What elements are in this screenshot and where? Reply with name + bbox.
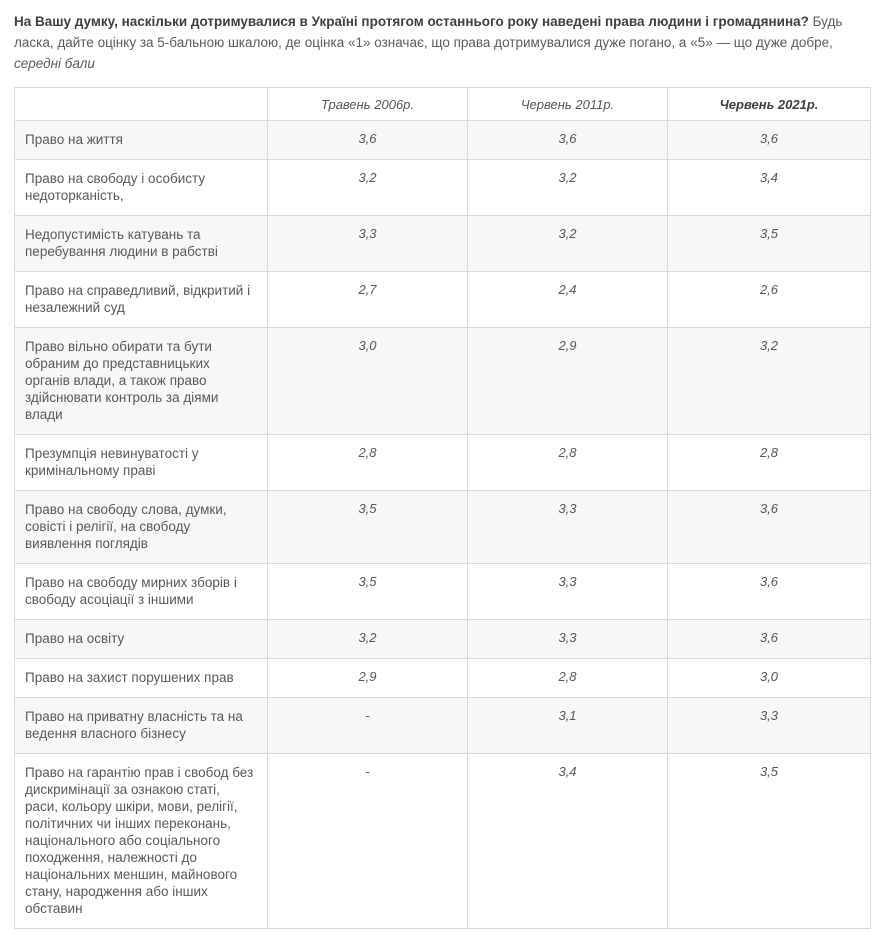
row-label: Право на освіту: [15, 620, 268, 659]
table-row: [15, 435, 871, 491]
row-value: 3,2: [468, 160, 668, 216]
question-instructions: Будь ласка, дайте оцінку за 5-бальною шкалою, де оцінка «1» означає, що права дотримувалися дуже погано, а «5» — що дуже добре,: [14, 14, 843, 50]
header-june-2011: Червень 2011р.: [468, 88, 668, 121]
row-label: Право на захист порушених прав: [15, 659, 268, 698]
row-value: 3,2: [468, 216, 668, 272]
row-value: 3,5: [668, 216, 871, 272]
row-value: 3,2: [268, 620, 468, 659]
row-value: 2,9: [468, 328, 668, 435]
row-label: Право на справедливий, відкритий і незалежний суд: [15, 272, 268, 328]
row-value: 3,5: [268, 564, 468, 620]
row-value: 3,3: [468, 620, 668, 659]
row-value: 3,6: [668, 121, 871, 160]
row-value: 3,2: [268, 160, 468, 216]
row-value: 3,6: [668, 564, 871, 620]
row-value: 3,1: [468, 698, 668, 754]
row-label: Право на свободу і особисту недоторканість,: [15, 160, 268, 216]
table-row: [15, 121, 871, 160]
page-title: [14, 11, 870, 74]
header-may-2006: Травень 2006р.: [268, 88, 468, 121]
row-value: 3,4: [668, 160, 871, 216]
scale-note: середні бали: [14, 56, 95, 71]
row-value: 3,6: [468, 121, 668, 160]
header-empty-cell: [15, 88, 268, 121]
row-label: Право на гарантію прав і свобод без дискримінації за ознакою статі, раси, кольору шкіри, мови, релігії, політичних чи інших переконань, національного або соціального походження, належності до національних меншин, майнового стану, народження або інших обставин: [15, 754, 268, 929]
row-value: 3,3: [468, 491, 668, 564]
row-value: -: [268, 698, 468, 754]
table-row: [15, 659, 871, 698]
row-label: Право на приватну власність та на ведення власного бізнесу: [15, 698, 268, 754]
row-label: Презумпція невинуватості у кримінальному праві: [15, 435, 268, 491]
row-label: Недопустимість катувань та перебування людини в рабстві: [15, 216, 268, 272]
row-label: Право на життя: [15, 121, 268, 160]
table-row: [15, 620, 871, 659]
row-value: 2,7: [268, 272, 468, 328]
table-row: [15, 754, 871, 929]
row-value: 2,8: [468, 435, 668, 491]
header-june-2021: Червень 2021р.: [668, 88, 871, 121]
row-value: 3,6: [268, 121, 468, 160]
row-label: Право на свободу мирних зборів і свободу асоціації з іншими: [15, 564, 268, 620]
table-header: [15, 88, 871, 121]
table-row: [15, 216, 871, 272]
row-value: 3,5: [268, 491, 468, 564]
row-value: 3,3: [268, 216, 468, 272]
row-value: 3,0: [268, 328, 468, 435]
row-value: 2,8: [468, 659, 668, 698]
row-value: 3,0: [668, 659, 871, 698]
row-value: 2,8: [668, 435, 871, 491]
table-row: [15, 272, 871, 328]
table-row: [15, 160, 871, 216]
row-value: 2,6: [668, 272, 871, 328]
question-text: На Вашу думку, наскільки дотримувалися в Україні протягом останнього року наведені права людини і громадянина?: [14, 14, 809, 29]
row-value: 3,3: [468, 564, 668, 620]
row-value: 3,5: [668, 754, 871, 929]
table-row: [15, 328, 871, 435]
row-value: 2,4: [468, 272, 668, 328]
row-value: 2,8: [268, 435, 468, 491]
row-label: Право на свободу слова, думки, совісті і релігії, на свободу виявлення поглядів: [15, 491, 268, 564]
row-value: -: [268, 754, 468, 929]
table-row: [15, 698, 871, 754]
row-value: 3,6: [668, 620, 871, 659]
table-row: [15, 491, 871, 564]
table-row: [15, 564, 871, 620]
ratings-table: [14, 87, 871, 929]
row-label: Право вільно обирати та бути обраним до представницьких органів влади, а також право здійснювати контроль за діями влади: [15, 328, 268, 435]
row-value: 3,4: [468, 754, 668, 929]
row-value: 3,6: [668, 491, 871, 564]
header-row: [15, 88, 871, 121]
row-value: 3,2: [668, 328, 871, 435]
table-body: [15, 121, 871, 929]
row-value: 2,9: [268, 659, 468, 698]
row-value: 3,3: [668, 698, 871, 754]
